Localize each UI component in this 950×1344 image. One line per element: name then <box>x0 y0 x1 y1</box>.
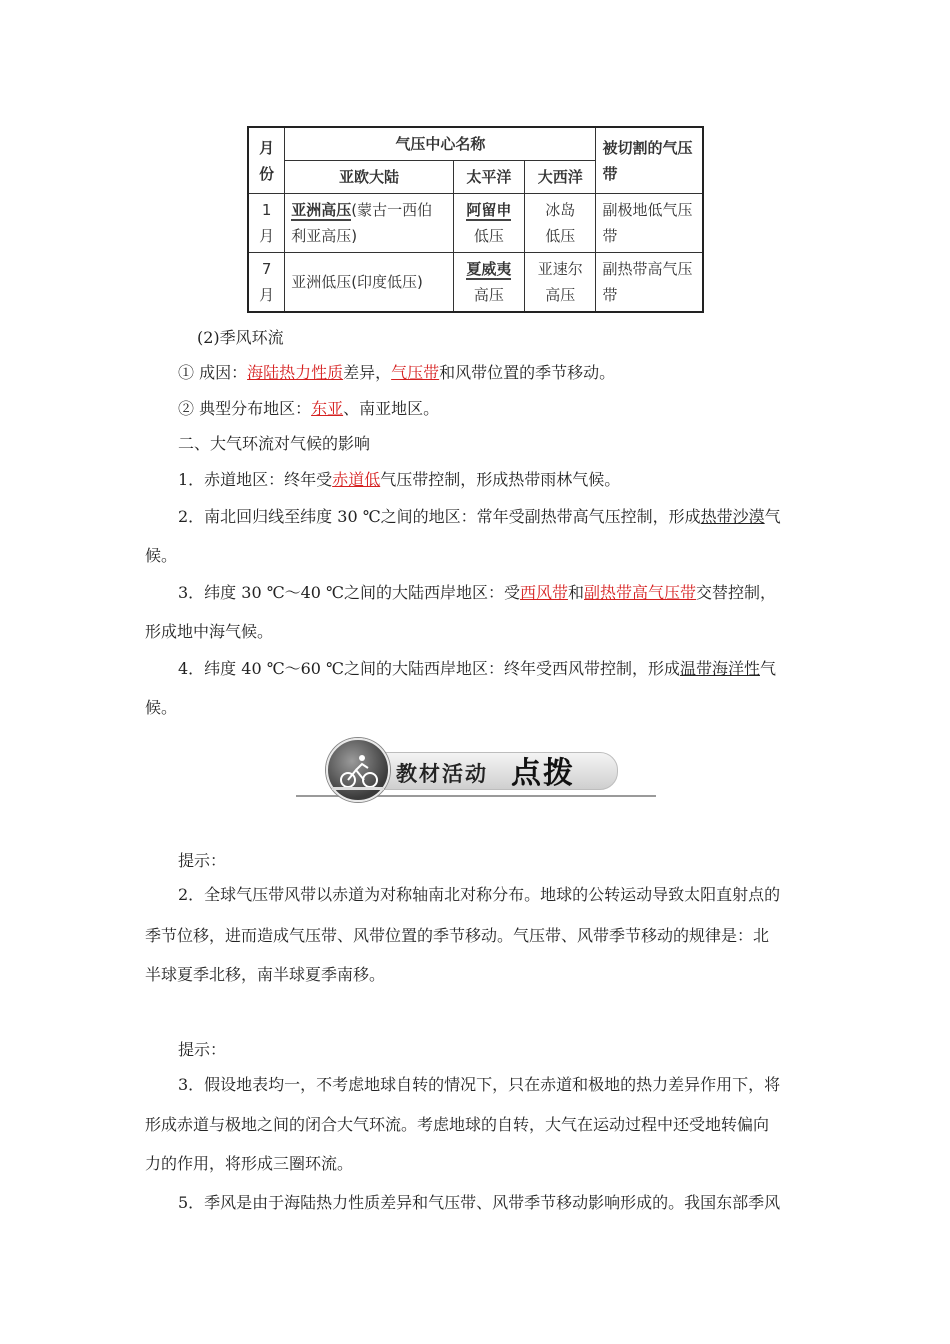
cell-atlantic-b: 高压 <box>545 286 576 304</box>
banner-title-a: 教材活动 <box>396 762 488 786</box>
cell-atlantic-b: 低压 <box>545 227 576 245</box>
paragraph-4-cont: 候。 <box>145 698 178 717</box>
answer-text: 海陆热力性质 <box>247 363 344 382</box>
cell-month: 7月 <box>248 253 285 313</box>
paragraph-1 <box>178 469 620 491</box>
cell-month: 1月 <box>248 194 285 253</box>
cell-pacific <box>453 194 524 253</box>
hint-label-1: 提示： <box>178 851 227 870</box>
cell-pacific <box>453 253 524 313</box>
banner-title-b: 点拨 <box>511 756 575 791</box>
paragraph-text: 4．纬度 40 ℃～60 ℃之间的大陆西岸地区：终年受西风带控制，形成 <box>178 659 680 678</box>
cell-pacific-rest: 低压 <box>473 227 504 245</box>
monsoon-title: (2)季风环流 <box>197 328 284 347</box>
cell-eurasia-rest: (蒙古一西伯利亚高压) <box>291 201 433 245</box>
paragraph-3 <box>178 582 776 604</box>
section-banner <box>296 738 656 800</box>
paragraph-text: 气 <box>759 659 776 678</box>
table-row <box>248 253 703 313</box>
answer-text: 西风带 <box>519 583 568 602</box>
dist-label: ② 典型分布地区： <box>178 399 312 418</box>
header-eurasia: 亚欧大陆 <box>285 161 454 194</box>
hint-1-line-1: 2．全球气压带风带以赤道为对称轴南北对称分布。地球的公转运动导致太阳直射点的 <box>178 885 781 904</box>
answer-text: 气压带 <box>391 363 440 382</box>
hint-2-line-1: 3．假设地表均一，不考虑地球自转的情况下，只在赤道和极地的热力差异作用下，将 <box>178 1075 781 1094</box>
paragraph-3-cont: 形成地中海气候。 <box>145 622 274 641</box>
dist-text: 、南亚地区。 <box>343 399 440 418</box>
header-month: 月份 <box>248 127 285 194</box>
cell-pacific-rest: 高压 <box>473 286 504 304</box>
cell-atlantic <box>525 253 596 313</box>
paragraph-text: 1．赤道地区：终年受 <box>178 470 333 489</box>
paragraph-text: 气压带控制，形成热带雨林气候。 <box>380 470 621 489</box>
paragraph-text: 交替控制， <box>696 583 777 602</box>
answer-text: 赤道低 <box>332 470 381 489</box>
answer-text: 东亚 <box>311 399 344 418</box>
cell-belt: 副热带高气压带 <box>596 253 703 313</box>
answer-text: 温带海洋性 <box>679 659 760 678</box>
hint-label-2: 提示： <box>178 1040 227 1059</box>
paragraph-4 <box>178 658 776 680</box>
paragraph-text: 3．纬度 30 ℃～40 ℃之间的大陆西岸地区：受 <box>178 583 520 602</box>
hint-2-line-3: 力的作用，将形成三圈环流。 <box>145 1154 354 1173</box>
pressure-center-table <box>247 126 704 313</box>
cause-label: ① 成因： <box>178 363 248 382</box>
cell-atlantic-a: 冰岛 <box>545 201 576 219</box>
monsoon-cause <box>178 362 615 384</box>
paragraph-2 <box>178 506 781 528</box>
answer-text: 副热带高气压带 <box>584 583 697 602</box>
cause-text: 和风带位置的季节移动。 <box>439 363 616 382</box>
cell-pacific-emph: 阿留申 <box>466 201 512 219</box>
table-row <box>248 194 703 253</box>
cell-atlantic-a: 亚速尔 <box>537 260 583 278</box>
header-cut-belt: 被切割的气压带 <box>596 127 703 194</box>
hint-1-line-3: 半球夏季北移，南半球夏季南移。 <box>145 965 386 984</box>
cell-belt: 副极地低气压带 <box>596 194 703 253</box>
hint-2-line-4: 5．季风是由于海陆热力性质差异和气压带、风带季节移动影响形成的。我国东部季风 <box>178 1193 781 1212</box>
header-pacific: 太平洋 <box>453 161 524 194</box>
cell-eurasia-emph: 亚洲高压 <box>291 201 352 219</box>
cell-atlantic <box>525 194 596 253</box>
paragraph-text: 2．南北回归线至纬度 30 ℃之间的地区：常年受副热带高气压控制，形成 <box>178 507 701 526</box>
header-center-name: 气压中心名称 <box>285 127 596 161</box>
cyclist-icon <box>326 738 390 802</box>
monsoon-distribution <box>178 398 439 420</box>
hint-2-line-2: 形成赤道与极地之间的闭合大气环流。考虑地球的自转，大气在运动过程中还受地转偏向 <box>145 1115 770 1134</box>
section-2-title: 二、大气环流对气候的影响 <box>178 434 371 453</box>
answer-text: 热带沙漠 <box>700 507 765 526</box>
cause-text: 差异， <box>343 363 392 382</box>
cell-eurasia <box>285 253 454 313</box>
paragraph-2-cont: 候。 <box>145 546 178 565</box>
hint-1-line-2: 季节位移，进而造成气压带、风带位置的季节移动。气压带、风带季节移动的规律是：北 <box>145 926 770 945</box>
cell-pacific-emph: 夏威夷 <box>466 260 512 278</box>
cell-eurasia-rest: 亚洲低压(印度低压) <box>291 273 423 291</box>
header-atlantic: 大西洋 <box>525 161 596 194</box>
paragraph-text: 气 <box>764 507 781 526</box>
paragraph-text: 和 <box>567 583 584 602</box>
cell-eurasia <box>285 194 454 253</box>
